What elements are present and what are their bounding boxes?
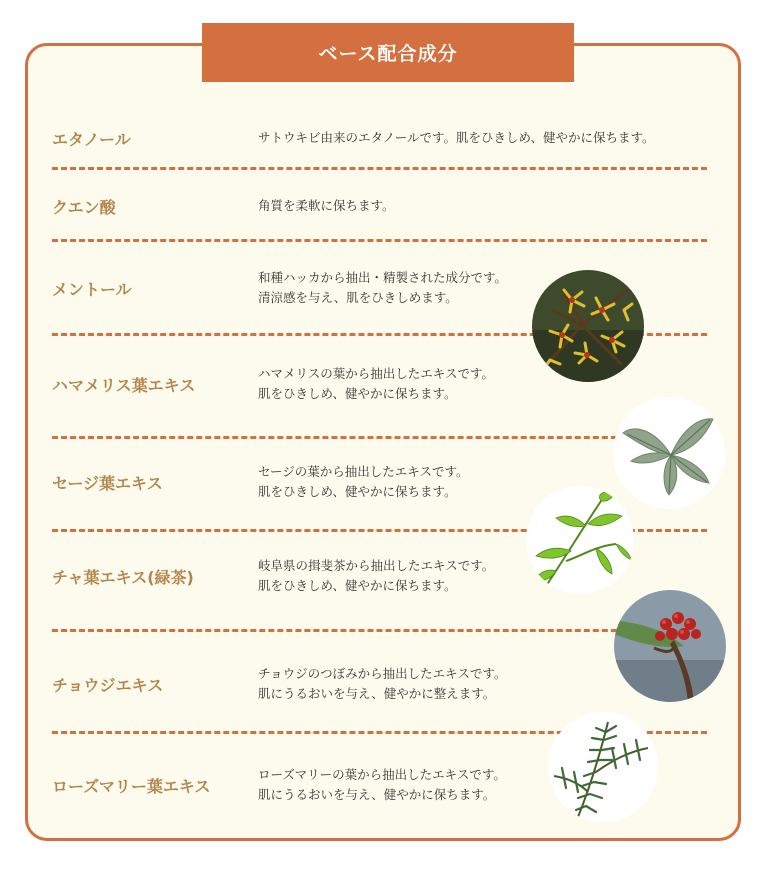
green-tea-leaf-icon <box>526 486 634 594</box>
rosemary-sprig-photo <box>548 712 658 822</box>
ingredient-description: 角質を柔軟に保ちます。 <box>258 198 395 213</box>
witch-hazel-flower-icon <box>532 270 644 382</box>
ingredient-row-citric-acid <box>52 193 707 219</box>
ingredient-description: 和種ハッカから抽出・精製された成分です。 清涼感を与え、肌をひきしめます。 <box>258 270 508 305</box>
sage-leaf-photo <box>613 397 725 509</box>
ingredient-name: ローズマリー葉エキス <box>52 776 211 796</box>
ingredient-description: チョウジのつぼみから抽出したエキスです。 肌にうるおいを与え、健やかに整えます。 <box>258 666 507 701</box>
row-divider <box>52 239 707 242</box>
sage-leaf-icon <box>613 397 725 509</box>
ingredient-row-ethanol <box>52 125 707 151</box>
ingredient-name: クエン酸 <box>52 197 116 217</box>
witch-hazel-flower-photo <box>532 270 644 382</box>
clove-bud-photo <box>614 590 726 702</box>
ingredient-name: エタノール <box>52 129 131 149</box>
row-divider <box>52 167 707 170</box>
green-tea-leaf-photo <box>526 486 634 594</box>
ingredient-row-clove <box>52 662 707 706</box>
section-title: ベース配合成分 <box>202 23 574 82</box>
ingredient-description: ハマメリスの葉から抽出したエキスです。 肌をひきしめ、健やかに保ちます。 <box>258 366 495 401</box>
ingredient-name: セージ葉エキス <box>52 473 163 493</box>
ingredient-description: ローズマリーの葉から抽出したエキスです。 肌にうるおいを与え、健やかに保ちます。 <box>258 767 506 802</box>
ingredient-name: メントール <box>52 279 132 299</box>
clove-bud-icon <box>614 590 726 702</box>
ingredient-description: セージの葉から抽出したエキスです。 肌をひきしめ、健やかに保ちます。 <box>258 464 469 499</box>
row-divider <box>52 629 707 632</box>
row-divider <box>52 436 707 439</box>
rosemary-sprig-icon <box>548 712 658 822</box>
ingredient-description: 岐阜県の揖斐茶から抽出したエキスです。 肌をひきしめ、健やかに保ちます。 <box>258 558 495 593</box>
ingredient-name: チョウジエキス <box>52 675 164 695</box>
ingredient-name: チャ葉エキス(緑茶) <box>52 567 194 587</box>
ingredient-description: サトウキビ由来のエタノールです。肌をひきしめ、健やかに保ちます。 <box>258 130 655 145</box>
ingredient-name: ハマメリス葉エキス <box>52 375 196 395</box>
